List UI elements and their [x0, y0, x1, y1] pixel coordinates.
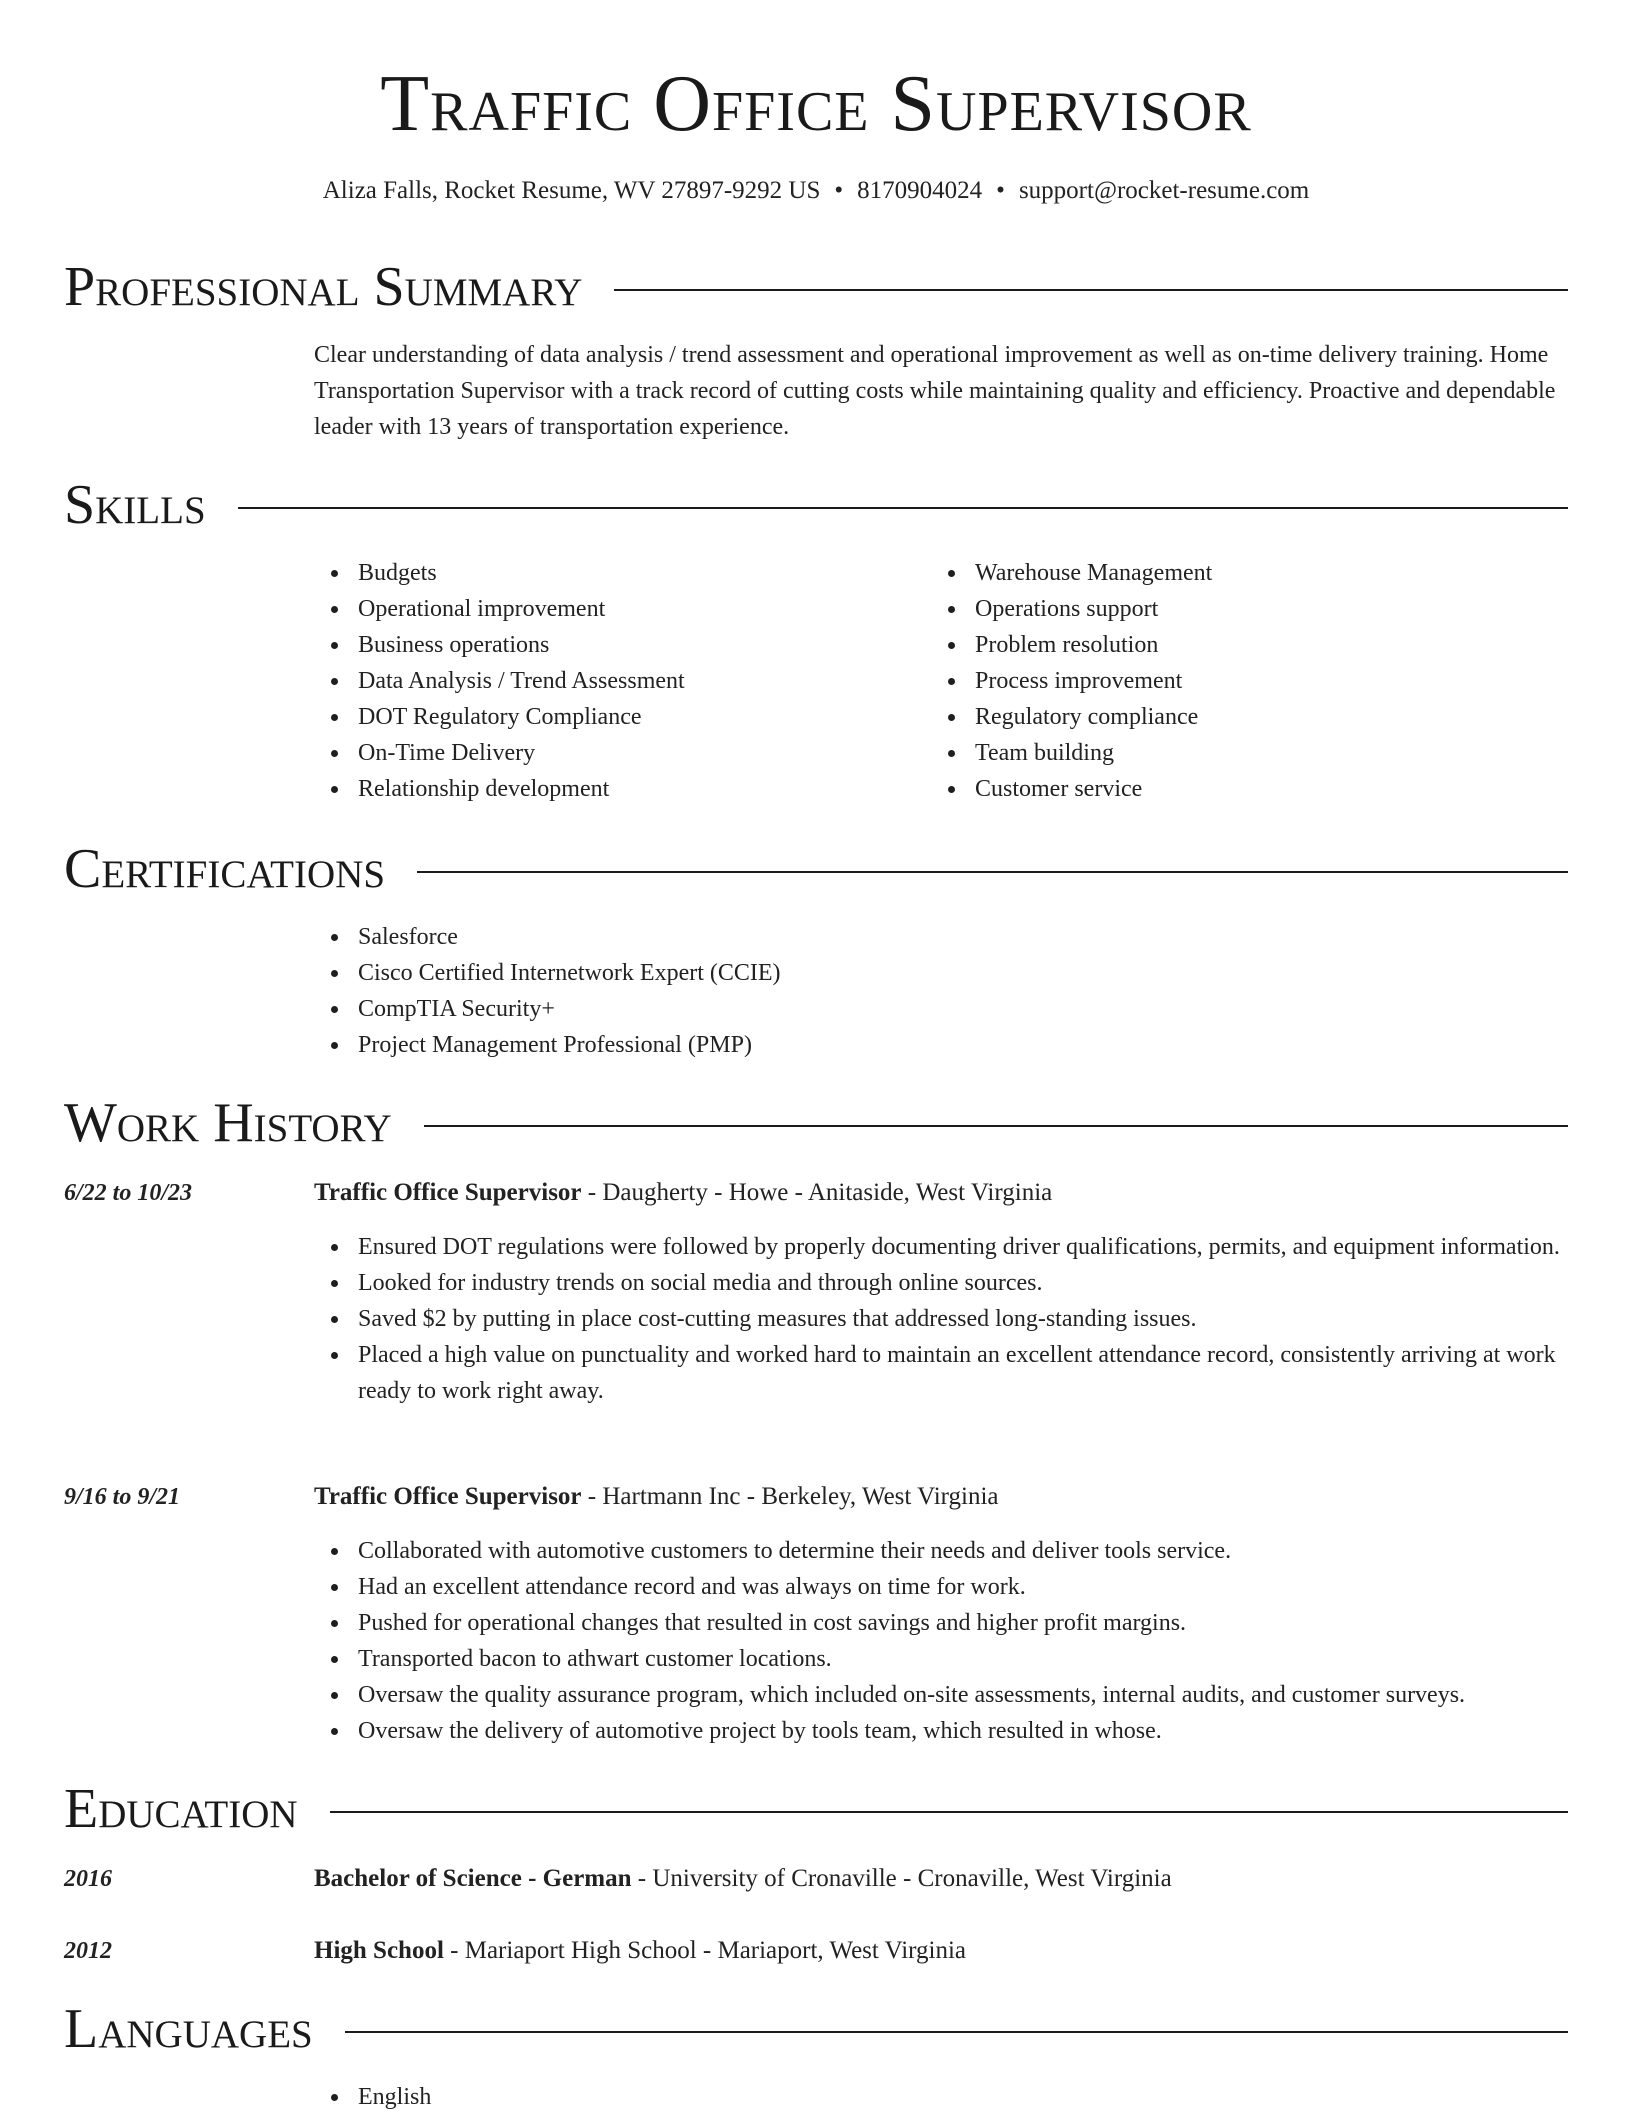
- section-divider: [330, 1811, 1568, 1813]
- contact-address: Aliza Falls, Rocket Resume, WV 27897-9292 US: [322, 177, 821, 204]
- job-details: - Hartmann Inc - Berkeley, West Virginia: [581, 1483, 999, 1510]
- education-title: Education: [64, 1778, 298, 1840]
- certifications-list: [314, 919, 1564, 1063]
- education-degree: Bachelor of Science - German: [314, 1865, 632, 1892]
- certification-item: Salesforce: [314, 919, 1564, 955]
- education-year: 2016: [64, 1866, 112, 1892]
- section-divider: [417, 871, 1568, 873]
- skills-title: Skills: [64, 474, 206, 536]
- certification-item: CompTIA Security+: [314, 991, 1564, 1027]
- job-details: - Daugherty - Howe - Anitaside, West Virginia: [581, 1179, 1053, 1206]
- job-dates: 9/16 to 9/21: [64, 1484, 181, 1510]
- certifications-heading: [64, 837, 1568, 901]
- language-item: English: [314, 2079, 914, 2112]
- job-bullet: Looked for industry trends on social media and through online sources.: [314, 1265, 1568, 1301]
- skills-heading: [64, 473, 1568, 537]
- skill-item: DOT Regulatory Compliance: [314, 699, 914, 735]
- education-details: - Mariaport High School - Mariaport, West Virginia: [443, 1937, 967, 1964]
- skill-item: Process improvement: [931, 663, 1531, 699]
- job-bullet: Saved $2 by putting in place cost-cutting measures that addressed long-standing issues.: [314, 1301, 1568, 1337]
- job-bullet: Pushed for operational changes that resulted in cost savings and higher profit margins.: [314, 1605, 1568, 1641]
- skill-item: Operational improvement: [314, 591, 914, 627]
- contact-line: [0, 174, 1632, 208]
- skill-item: Relationship development: [314, 771, 914, 807]
- skill-item: Regulatory compliance: [931, 699, 1531, 735]
- work-title: Work History: [64, 1092, 392, 1154]
- education-year: 2012: [64, 1938, 112, 1964]
- skill-item: Budgets: [314, 555, 914, 591]
- section-divider: [238, 507, 1568, 509]
- education-entry: [314, 1861, 1568, 1897]
- job-bullet: Collaborated with automotive customers to determine their needs and deliver tools service.: [314, 1533, 1568, 1569]
- certifications-title: Certifications: [64, 838, 386, 900]
- skills-list-left: [314, 555, 914, 807]
- section-divider: [424, 1125, 1568, 1127]
- job-dates: 6/22 to 10/23: [64, 1180, 193, 1206]
- section-divider: [614, 289, 1568, 291]
- job-bullet: Transported bacon to athwart customer locations.: [314, 1641, 1568, 1677]
- certification-item: Project Management Professional (PMP): [314, 1027, 1564, 1063]
- skills-list-right: [931, 555, 1531, 807]
- job-bullet: Had an excellent attendance record and was always on time for work.: [314, 1569, 1568, 1605]
- languages-heading: [64, 1997, 1568, 2061]
- summary-text: Clear understanding of data analysis / trend assessment and operational improvement as well as on-time delivery training. Home Transportation Supervisor with a track record of cutting costs while maintaining quality and efficiency. Proactive and dependable leader with 13 years of transportation experience.: [314, 342, 1556, 440]
- skill-item: Team building: [931, 735, 1531, 771]
- skill-item: Warehouse Management: [931, 555, 1531, 591]
- job-header: [314, 1479, 1568, 1515]
- languages-title: Languages: [64, 1998, 313, 2060]
- contact-separator: •: [834, 177, 844, 204]
- job-bullet: Ensured DOT regulations were followed by properly documenting driver qualifications, permits, and equipment information.: [314, 1229, 1568, 1265]
- skill-item: On-Time Delivery: [314, 735, 914, 771]
- certification-item: Cisco Certified Internetwork Expert (CCIE): [314, 955, 1564, 991]
- section-divider: [345, 2031, 1568, 2033]
- education-degree: High School: [314, 1937, 444, 1964]
- resume-name: Traffic Office Supervisor: [380, 60, 1252, 148]
- contact-separator: •: [996, 177, 1005, 204]
- skill-item: Customer service: [931, 771, 1531, 807]
- skill-item: Business operations: [314, 627, 914, 663]
- summary-title: Professional Summary: [64, 256, 583, 318]
- job-bullets: [314, 1229, 1568, 1409]
- education-entry: [314, 1933, 1568, 1969]
- job-header: [314, 1175, 1568, 1211]
- skill-item: Data Analysis / Trend Assessment: [314, 663, 914, 699]
- education-heading: [64, 1777, 1568, 1841]
- job-bullet: Oversaw the quality assurance program, which included on-site assessments, internal audits, and customer surveys.: [314, 1677, 1568, 1713]
- job-bullets: [314, 1533, 1568, 1749]
- job-role: Traffic Office Supervisor: [314, 1483, 582, 1510]
- contact-email[interactable]: support@rocket-resume.com: [1018, 177, 1310, 204]
- languages-list: [314, 2079, 914, 2112]
- summary-heading: [64, 255, 1568, 319]
- contact-phone[interactable]: 8170904024: [857, 177, 983, 204]
- skill-item: Problem resolution: [931, 627, 1531, 663]
- job-bullet: Oversaw the delivery of automotive project by tools team, which resulted in whose.: [314, 1713, 1568, 1749]
- work-heading: [64, 1091, 1568, 1155]
- skill-item: Operations support: [931, 591, 1531, 627]
- education-details: - University of Cronaville - Cronaville, West Virginia: [631, 1865, 1172, 1892]
- job-role: Traffic Office Supervisor: [314, 1179, 582, 1206]
- job-bullet: Placed a high value on punctuality and worked hard to maintain an excellent attendance record, consistently arriving at work ready to work right away.: [314, 1337, 1568, 1409]
